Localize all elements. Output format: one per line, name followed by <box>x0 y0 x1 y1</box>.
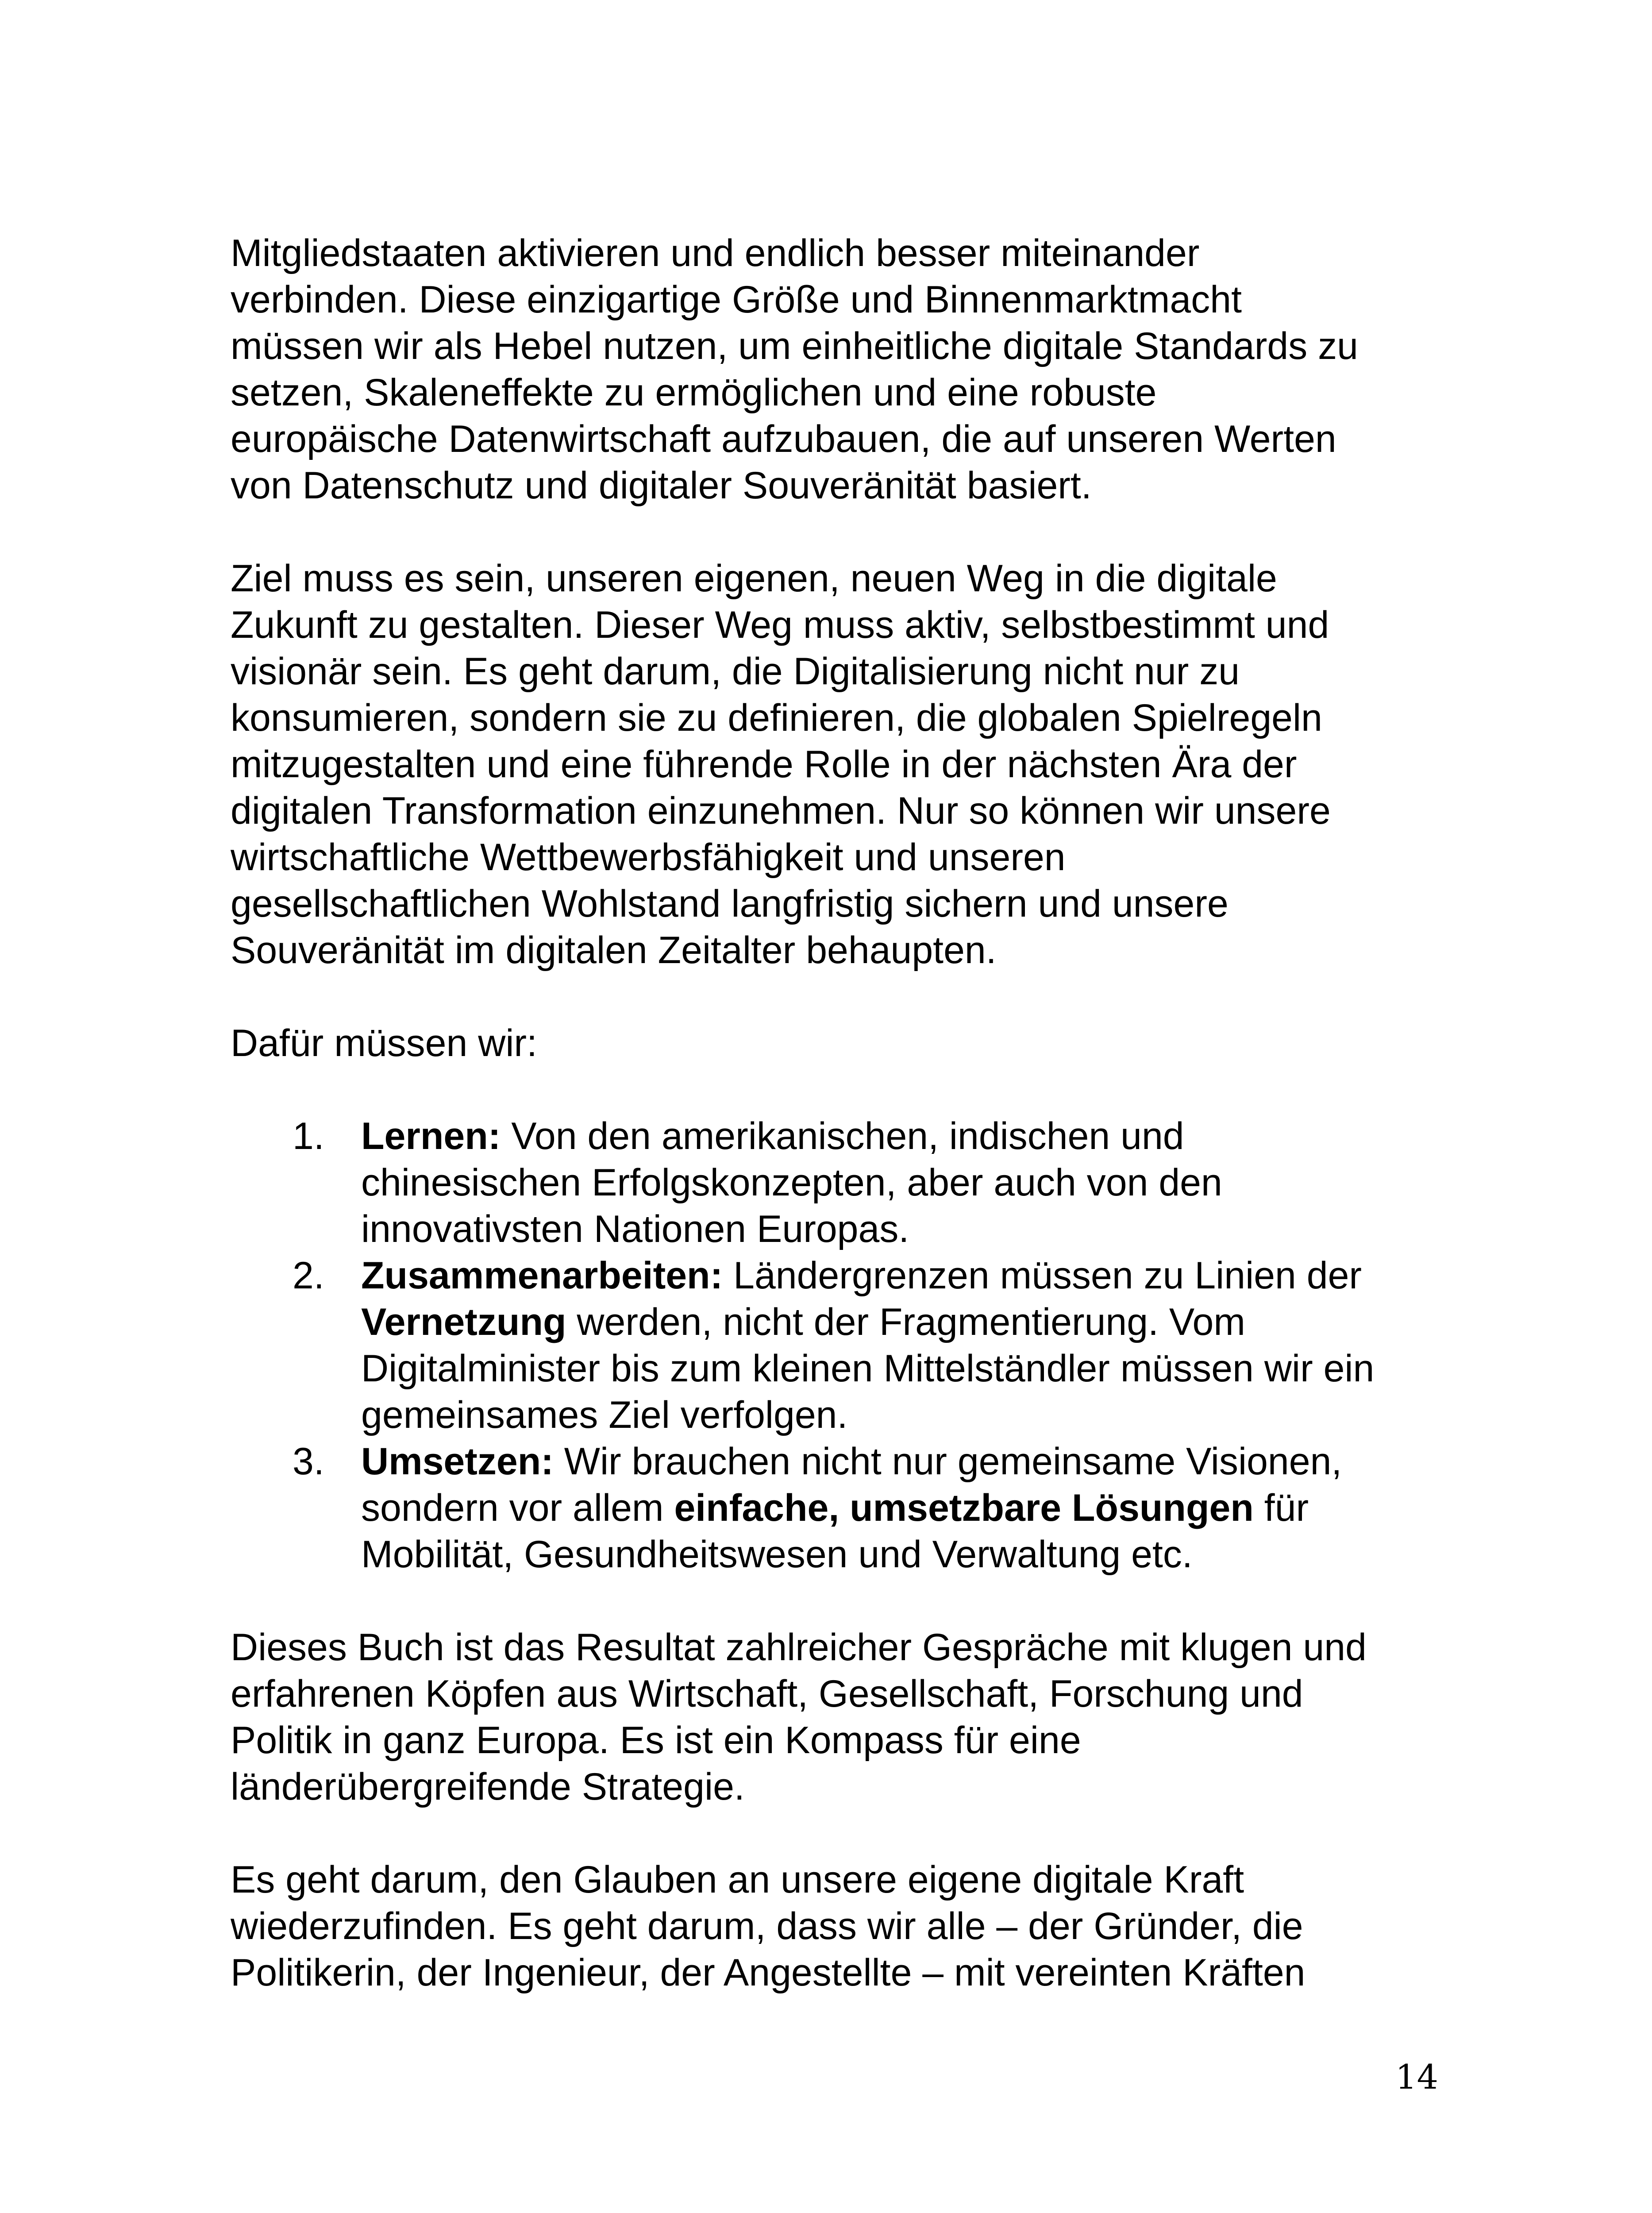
text-line: müssen wir als Hebel nutzen, um einheitliche digitale Standards zu <box>231 325 1358 367</box>
list-text: Ländergrenzen müssen zu Linien der <box>723 1254 1362 1297</box>
text-line: europäische Datenwirtschaft aufzubauen, die auf unseren Werten <box>231 418 1336 460</box>
text-line: Mitgliedstaaten aktivieren und endlich besser miteinander <box>231 232 1200 274</box>
paragraph-book-origin <box>231 1624 1470 1810</box>
page-number: 14 <box>1395 2057 1438 2097</box>
list-number: 1. <box>293 1115 324 1157</box>
text-line: Dafür müssen wir: <box>231 1022 537 1064</box>
paragraph-digital-market <box>231 230 1470 509</box>
text-line: Dieses Buch ist das Resultat zahlreicher Gespräche mit klugen und <box>231 1626 1367 1669</box>
text-line <box>361 1485 1470 1531</box>
text-line: von Datenschutz und digitaler Souveränität basiert. <box>231 464 1092 507</box>
text-line <box>361 1113 1470 1160</box>
text-line: mitzugestalten und eine führende Rolle in der nächsten Ära der <box>231 743 1297 786</box>
list-item-implement <box>231 1438 1470 1578</box>
text-line: visionär sein. Es geht darum, die Digitalisierung nicht nur zu <box>231 650 1240 693</box>
text-line: Digitalminister bis zum kleinen Mittelständler müssen wir ein <box>361 1347 1375 1390</box>
paragraph-belief <box>231 1857 1470 1996</box>
text-line: Politik in ganz Europa. Es ist ein Kompass für eine <box>231 1719 1081 1762</box>
list-text: Wir brauchen nicht nur gemeinsame Visionen, <box>553 1440 1342 1483</box>
list-number: 3. <box>293 1440 324 1483</box>
text-line: wiederzufinden. Es geht darum, dass wir alle – der Gründer, die <box>231 1905 1303 1947</box>
text-line: Zukunft zu gestalten. Dieser Weg muss aktiv, selbstbestimmt und <box>231 604 1329 646</box>
emphasis-text: Vernetzung <box>361 1301 566 1343</box>
text-line: Politikerin, der Ingenieur, der Angestellte – mit vereinten Kräften <box>231 1951 1305 1994</box>
text-line: gesellschaftlichen Wohlstand langfristig sichern und unsere <box>231 883 1228 925</box>
text-line <box>361 1299 1470 1346</box>
list-text: sondern vor allem <box>361 1487 674 1529</box>
text-line: erfahrenen Köpfen aus Wirtschaft, Gesellschaft, Forschung und <box>231 1673 1303 1715</box>
list-item-learn <box>231 1113 1470 1253</box>
text-line: setzen, Skaleneffekte zu ermöglichen und eine robuste <box>231 371 1157 414</box>
emphasis-text: einfache, umsetzbare Lösungen <box>674 1487 1254 1529</box>
list-intro <box>231 1020 1470 1067</box>
text-line: Mobilität, Gesundheitswesen und Verwaltung etc. <box>361 1533 1193 1576</box>
text-line: Es geht darum, den Glauben an unsere eigene digitale Kraft <box>231 1858 1244 1901</box>
page-body <box>231 230 1470 2043</box>
text-line: digitalen Transformation einzunehmen. Nur so können wir unsere <box>231 790 1331 832</box>
text-line: gemeinsames Ziel verfolgen. <box>361 1394 848 1436</box>
list-item-collaborate <box>231 1253 1470 1438</box>
text-line: länderübergreifende Strategie. <box>231 1766 745 1808</box>
list-term: Lernen: <box>361 1115 501 1157</box>
list-number: 2. <box>293 1254 324 1297</box>
text-line: innovativsten Nationen Europas. <box>361 1208 909 1250</box>
text-line: Souveränität im digitalen Zeitalter behaupten. <box>231 929 997 972</box>
action-list <box>231 1113 1470 1578</box>
text-line: chinesischen Erfolgskonzepten, aber auch von den <box>361 1161 1222 1204</box>
text-line: Ziel muss es sein, unseren eigenen, neuen Weg in die digitale <box>231 557 1277 600</box>
paragraph-goal <box>231 555 1470 974</box>
list-term: Zusammenarbeiten: <box>361 1254 723 1297</box>
text-line: konsumieren, sondern sie zu definieren, die globalen Spielregeln <box>231 697 1322 739</box>
list-text: Von den amerikanischen, indischen und <box>501 1115 1184 1157</box>
text-line: verbinden. Diese einzigartige Größe und Binnenmarktmacht <box>231 278 1242 321</box>
list-term: Umsetzen: <box>361 1440 554 1483</box>
text-line: wirtschaftliche Wettbewerbsfähigkeit und unseren <box>231 836 1066 879</box>
text-line <box>361 1438 1470 1485</box>
list-text: für <box>1253 1487 1309 1529</box>
list-text: werden, nicht der Fragmentierung. Vom <box>566 1301 1245 1343</box>
text-line <box>361 1253 1470 1299</box>
